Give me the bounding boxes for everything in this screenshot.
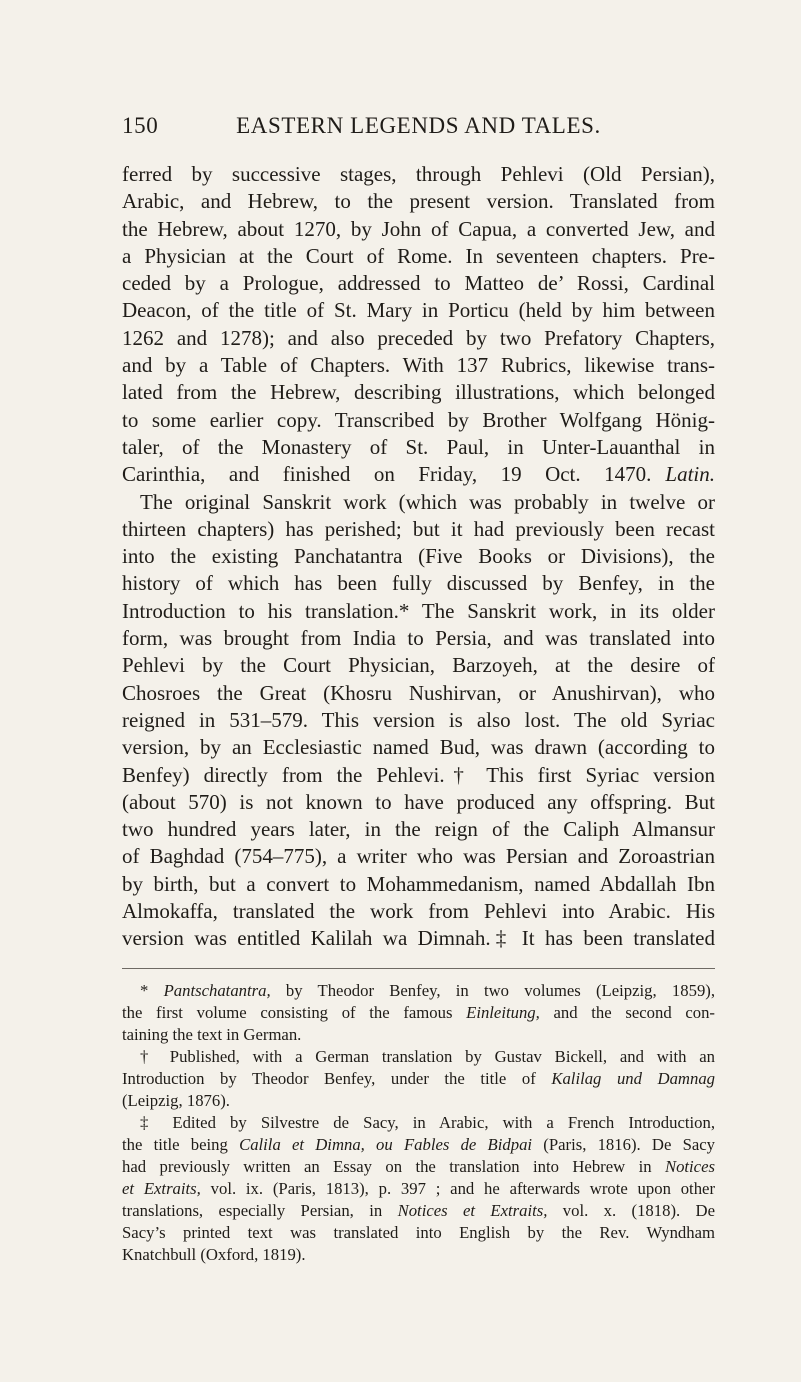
body-line: and by a Table of Chapters. With 137 Rubrics, likewise trans- xyxy=(122,353,715,378)
footnote-3-line xyxy=(122,1134,715,1156)
footnotes xyxy=(122,980,715,1266)
footnote-rule xyxy=(122,968,715,969)
footnote-2-line xyxy=(122,1068,715,1090)
body-line: version was entitled Kalilah wa Dimnah.‡ It has been translated xyxy=(122,926,715,951)
footnote-text: vol. ix. (Paris, 1813), p. 397 ; and he afterwards wrote upon other xyxy=(210,1179,716,1198)
footnote-3-line: Sacy’s printed text was translated into English by the Rev. Wyndham xyxy=(122,1223,715,1242)
body-line: by birth, but a convert to Mohammedanism, named Abdallah Ibn xyxy=(122,871,715,896)
body-line: Deacon, of the title of St. Mary in Porticu (held by him between xyxy=(122,298,715,323)
footnote-title: et Extraits, xyxy=(122,1179,201,1198)
body-line: 1262 and 1278); and also preceded by two Prefatory Chapters, xyxy=(122,325,715,350)
running-head: EASTERN LEGENDS AND TALES. xyxy=(236,113,601,138)
body-line: lated from the Hebrew, describing illustrations, which belonged xyxy=(122,380,715,405)
footnote-3-line xyxy=(122,1178,715,1200)
footnote-text: vol. x. (1818). De xyxy=(562,1201,716,1220)
page-number: 150 xyxy=(122,113,159,138)
footnote-title: Einleitung, xyxy=(466,1003,540,1022)
body-line-text: Carinthia, and finished on Friday, 19 Oct. 1470. xyxy=(122,462,652,487)
body-line: (about 570) is not known to have produced any offspring. But xyxy=(122,789,715,814)
footnote-text: by Theodor Benfey, in two volumes (Leipzig, 1859), xyxy=(285,981,716,1000)
body-line-with-language xyxy=(122,461,715,488)
body-line: Almokaffa, translated the work from Pehlevi into Arabic. His xyxy=(122,899,715,924)
body-line: a Physician at the Court of Rome. In seventeen chapters. Pre- xyxy=(122,243,715,268)
footnote-text: had previously written an Essay on the translation into Hebrew in xyxy=(122,1157,652,1176)
body-line: of Baghdad (754–775), a writer who was Persian and Zoroastrian xyxy=(122,844,715,869)
body-line: ceded by a Prologue, addressed to Matteo de’ Rossi, Cardinal xyxy=(122,271,715,296)
footnote-3-line: Knatchbull (Oxford, 1819). xyxy=(122,1245,306,1264)
footnote-2-line: † Published, with a German translation by Gustav Bickell, and with an xyxy=(140,1047,715,1066)
body-line: into the existing Panchatantra (Five Books or Divisions), the xyxy=(122,544,715,569)
footnote-1-line xyxy=(122,1002,715,1024)
footnote-title: Calila et Dimna, ou Fables de Bidpai xyxy=(239,1135,533,1154)
body-line: version, by an Ecclesiastic named Bud, was drawn (according to xyxy=(122,735,715,760)
footnote-text: and the second con- xyxy=(553,1003,715,1022)
footnote-1-line: taining the text in German. xyxy=(122,1025,302,1044)
footnote-2-line: (Leipzig, 1876). xyxy=(122,1091,230,1110)
footnote-text: Introduction by Theodor Benfey, under the title of xyxy=(122,1069,536,1088)
body-line: ferred by successive stages, through Pehlevi (Old Persian), xyxy=(122,162,715,186)
body-line: Chosroes the Great (Khosru Nushirvan, or Anushirvan), who xyxy=(122,680,715,705)
body-line: taler, of the Monastery of St. Paul, in Unter-Lauanthal in xyxy=(122,434,715,459)
body-line: history of which has been fully discussed by Benfey, in the xyxy=(122,571,715,596)
body-line: Arabic, and Hebrew, to the present version. Translated from xyxy=(122,189,715,214)
footnote-mark: * xyxy=(140,981,149,1000)
body-line: form, was brought from India to Persia, and was translated into xyxy=(122,626,715,651)
footnote-text: translations, especially Persian, in xyxy=(122,1201,383,1220)
body-line: thirteen chapters) has perished; but it had previously been recast xyxy=(122,516,715,541)
body-line: two hundred years later, in the reign of the Caliph Almansur xyxy=(122,817,715,842)
body-line: The original Sanskrit work (which was probably in twelve or xyxy=(140,489,715,514)
footnote-3-line: ‡ Edited by Silvestre de Sacy, in Arabic, with a French Introduction, xyxy=(140,1113,715,1132)
body-line: Introduction to his translation.* The Sanskrit work, in its older xyxy=(122,598,715,623)
footnote-title: Notices xyxy=(664,1157,715,1176)
footnote-title: Pantschatantra, xyxy=(163,981,271,1000)
language-label: Latin. xyxy=(665,462,715,487)
footnote-text: the title being xyxy=(122,1135,228,1154)
footnote-1-line xyxy=(122,980,715,1002)
footnote-title: Notices et Extraits, xyxy=(397,1201,548,1220)
body-line: reigned in 531–579. This version is also lost. The old Syriac xyxy=(122,707,715,732)
body-line: to some earlier copy. Transcribed by Brother Wolfgang Hönig- xyxy=(122,407,715,432)
footnote-3-line xyxy=(122,1200,715,1222)
footnote-text: (Paris, 1816). De Sacy xyxy=(543,1135,716,1154)
body-line: Pehlevi by the Court Physician, Barzoyeh, at the desire of xyxy=(122,653,715,678)
footnote-text: the first volume consisting of the famous xyxy=(122,1003,453,1022)
body-text xyxy=(122,161,715,953)
body-line: Benfey) directly from the Pehlevi.† This first Syriac version xyxy=(122,762,715,787)
footnote-3-line xyxy=(122,1156,715,1178)
body-line: the Hebrew, about 1270, by John of Capua, a converted Jew, and xyxy=(122,216,715,241)
page-header xyxy=(122,113,715,143)
footnote-title: Kalilag und Damnag xyxy=(551,1069,716,1088)
